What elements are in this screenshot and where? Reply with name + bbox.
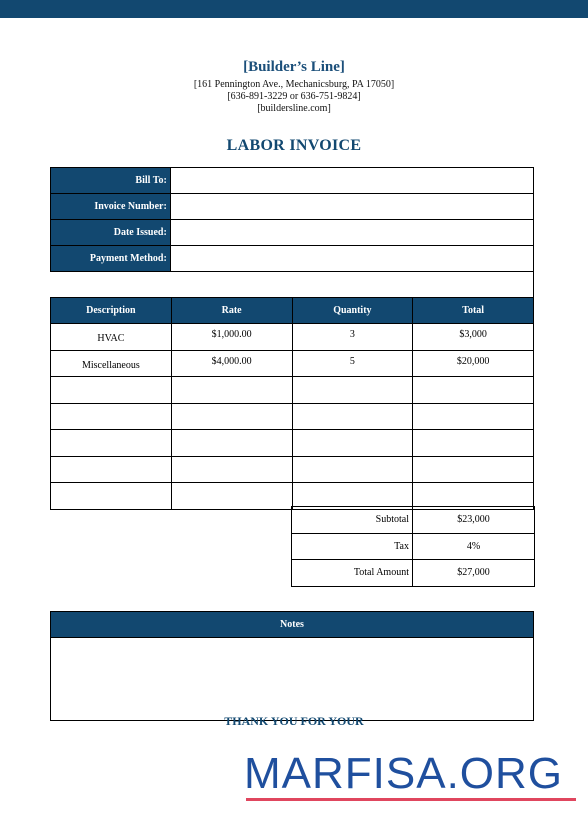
item-total[interactable]: $3,000: [413, 324, 534, 351]
date-issued-label: Date Issued:: [51, 220, 171, 246]
item-rate[interactable]: $1,000.00: [171, 324, 292, 351]
tax-row: [292, 533, 535, 560]
company-name: [Builder’s Line]: [243, 59, 345, 75]
subtotal-row: [292, 507, 535, 534]
items-header-row: [51, 298, 534, 324]
notes-section: [50, 611, 534, 721]
date-issued-row: [51, 220, 534, 246]
payment-method-label: Payment Method:: [51, 246, 171, 272]
item-description[interactable]: [51, 377, 172, 404]
item-description[interactable]: HVAC: [51, 324, 172, 351]
item-description[interactable]: [51, 456, 172, 483]
date-issued-field[interactable]: [170, 220, 533, 246]
company-website: [buildersline.com]: [257, 103, 331, 114]
totals-table: [291, 506, 535, 587]
table-row: [51, 430, 534, 457]
item-rate[interactable]: [171, 456, 292, 483]
item-rate[interactable]: [171, 377, 292, 404]
item-quantity[interactable]: [292, 456, 413, 483]
invoice-number-row: [51, 194, 534, 220]
total-amount-row: [292, 560, 535, 587]
notes-field[interactable]: [51, 638, 533, 720]
bill-to-row: [51, 168, 534, 194]
item-total[interactable]: [413, 377, 534, 404]
item-total[interactable]: [413, 456, 534, 483]
table-edge-line: [533, 271, 534, 297]
header-quantity: Quantity: [292, 298, 413, 324]
tax-label: Tax: [292, 533, 413, 560]
item-quantity[interactable]: 5: [292, 350, 413, 377]
item-total[interactable]: [413, 430, 534, 457]
table-row: [51, 377, 534, 404]
item-description[interactable]: [51, 403, 172, 430]
item-quantity[interactable]: [292, 430, 413, 457]
watermark-logo: MARFISA.ORG: [244, 749, 564, 798]
line-items-table: [50, 297, 534, 510]
item-quantity[interactable]: [292, 403, 413, 430]
item-rate[interactable]: [171, 403, 292, 430]
payment-method-field[interactable]: [170, 246, 533, 272]
header-total: Total: [413, 298, 534, 324]
payment-method-row: [51, 246, 534, 272]
company-phone: [636-891-3229 or 636-751-9824]: [227, 91, 361, 102]
tax-value[interactable]: 4%: [413, 533, 535, 560]
table-row: [51, 403, 534, 430]
table-row: [51, 324, 534, 351]
item-description[interactable]: Miscellaneous: [51, 350, 172, 377]
item-total[interactable]: $20,000: [413, 350, 534, 377]
header-description: Description: [51, 298, 172, 324]
item-total[interactable]: [413, 403, 534, 430]
subtotal-value[interactable]: $23,000: [413, 507, 535, 534]
top-color-bar: [0, 0, 588, 18]
bill-to-field[interactable]: [170, 168, 533, 194]
item-rate[interactable]: [171, 483, 292, 510]
item-description[interactable]: [51, 430, 172, 457]
item-rate[interactable]: [171, 430, 292, 457]
item-quantity[interactable]: 3: [292, 324, 413, 351]
watermark-underline: [246, 798, 576, 801]
table-row: [51, 350, 534, 377]
total-amount-value[interactable]: $27,000: [413, 560, 535, 587]
invoice-title: LABOR INVOICE: [226, 137, 362, 154]
notes-header: Notes: [51, 612, 533, 638]
header-rate: Rate: [171, 298, 292, 324]
item-rate[interactable]: $4,000.00: [171, 350, 292, 377]
bill-info-table: [50, 167, 534, 272]
subtotal-label: Subtotal: [292, 507, 413, 534]
thank-you-text: THANK YOU FOR YOUR: [224, 714, 364, 728]
company-address: [161 Pennington Ave., Mechanicsburg, PA 17050]: [193, 79, 395, 90]
item-quantity[interactable]: [292, 377, 413, 404]
invoice-number-label: Invoice Number:: [51, 194, 171, 220]
invoice-number-field[interactable]: [170, 194, 533, 220]
bill-to-label: Bill To:: [51, 168, 171, 194]
total-amount-label: Total Amount: [292, 560, 413, 587]
item-description[interactable]: [51, 483, 172, 510]
table-row: [51, 456, 534, 483]
